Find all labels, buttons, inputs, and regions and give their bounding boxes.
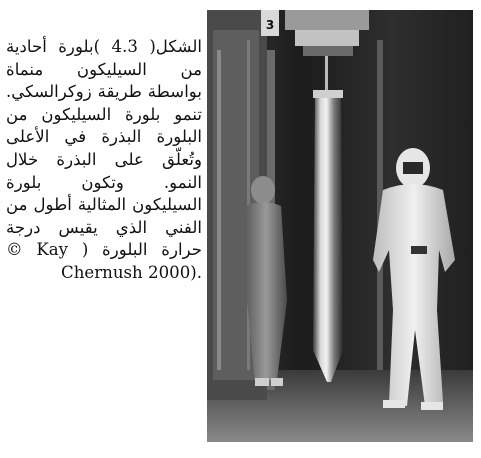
caption-line: الشكل( 4.3 )بلورة أحادية <box>6 37 202 56</box>
caption-line: وتُعلّق على البذرة خلال <box>6 149 202 169</box>
figure-caption <box>6 36 202 285</box>
machine-number-label: 3 <box>265 18 275 32</box>
caption-line: بواسطة طريقة زوكرالسكي. <box>6 82 202 102</box>
caption-line: تنمو بلورة السيليكون من <box>6 104 202 124</box>
caption-line: البلورة البذرة في الأعلى <box>6 127 202 147</box>
caption-line: السيليكون المثالية أطول من <box>6 195 202 215</box>
crystal-growth-photo <box>207 10 473 442</box>
caption-line: Chernush 2000). <box>61 262 202 282</box>
caption-line: النمو. وتكون بلورة <box>6 172 202 192</box>
photo-illustration <box>207 10 473 442</box>
caption-line: حرارة البلورة ( Kay © <box>6 240 202 260</box>
caption-line: من السيليكون منماة <box>6 59 202 79</box>
silicon-ingot <box>313 96 343 382</box>
caption-line: الفني الذي يقيس درجة <box>6 217 202 237</box>
